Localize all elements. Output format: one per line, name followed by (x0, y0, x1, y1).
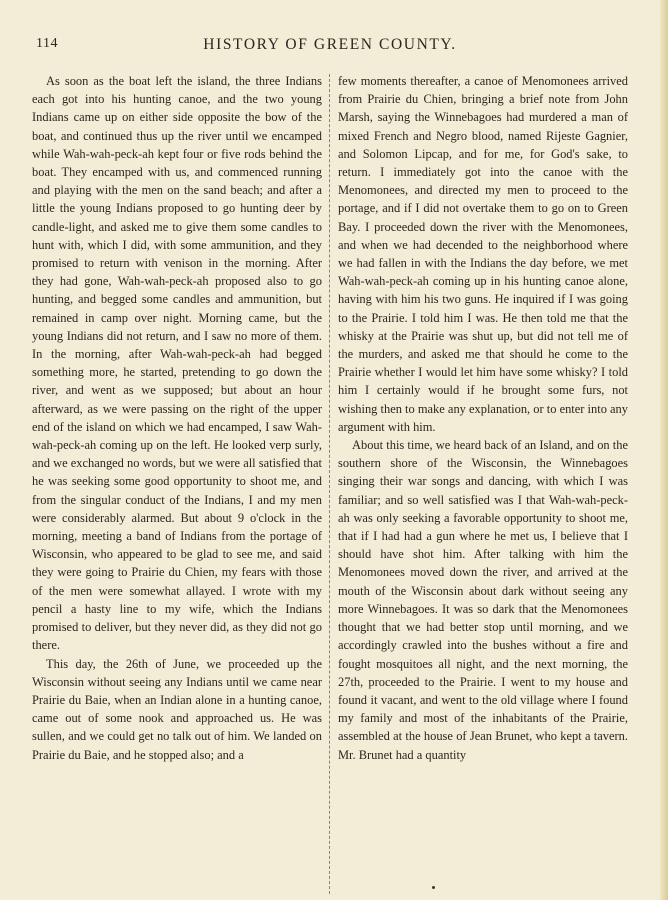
page-number: 114 (36, 36, 58, 51)
page-header (36, 36, 624, 56)
right-column (338, 72, 628, 764)
paragraph: This day, the 26th of June, we proceeded up the Wisconsin without seeing any Indians until we came near Prairie du Baie, when an Indian alone in a hunting canoe, came out of some nook and approached us. He was sullen, and we could get no talk out of him. We landed on Prairie du Baie, and he stopped also; and a (32, 656, 322, 762)
paragraph: As soon as the boat left the island, the three Indians each got into his hunting canoe, and the two young Indians came up on either side opposite the bow of the boat, and continued thus up the river until we encamped while Wah-wah-peck-ah kept four or five rods behind the boat. They encamped with us, and commenced running and playing with the men on the sand beach; and after a little the young Indians proposed to go hunting deer by candle-light, and asked me to give them some candles to hunt with, which I did, with some ammunition, and they promised to return with venison in the morning. After they had gone, Wah-wah-peck-ah proposed also to go hunting, and begged some candles and ammunition, but remained in camp over night. Morning came, but the young Indians did not return, and I saw no more of them. In the morning, after Wah-wah-peck-ah had begged something more, he started, pretending to go down the river, and went as we supposed; but about an hour afterward, as we were passing on the right of the upper end of the island on which we had encamped, I saw Wah-wah-peck-ah coming up on the left. He looked verp surly, and we exchanged no words, but we were all satisfied that he was seeking some good opportunity to shoot me, and from the singular conduct of the Indians, I and my men were considerably alarmed. But about 9 o'clock in the morning, meeting a band of Indians from the portage of Wisconsin, who appeared to be glad to see me, and said they were going to Prairie du Chien, my fears with those of the men were somewhat allayed. I wrote with my pencil a hasty line to my wife, which the Indians promised to deliver, but they never did, as they did not go there. (32, 74, 322, 653)
column-divider (329, 74, 330, 894)
left-column (32, 72, 322, 764)
paragraph: About this time, we heard back of an Island, and on the southern shore of the Wisconsin, the Winnebagoes singing their war songs and dancing, with which I was familiar; and so well satisfied was I that Wah-wah-peck-ah was only seeking a favorable opportunity to shoot me, that if I had had a gun where he met us, I believe that I should have shot him. After talking with him the Menomonees moved down the river, and arrived at the mouth of the Wisconsin about dark without seeing any more Winnebagoes. It was so dark that the Menomonees thought that we had better stop until morning, and we accordingly crawled into the bushes without a fire and fought mosquitoes all night, and the next morning, the 27th, proceeded to the Prairie. I went to my house and found it vacant, and went to the old village where I found my family and most of the inhabitants of the Prairie, assembled at the house of Jean Brunet, who kept a tavern. Mr. Brunet had a quantity (338, 438, 628, 762)
ink-speck (432, 886, 435, 889)
page-edge (660, 0, 668, 900)
running-title: HISTORY OF GREEN COUNTY. (203, 36, 457, 53)
paragraph: few moments thereafter, a canoe of Menomonees arrived from Prairie du Chien, bringing a brief note from John Marsh, saying the Winnebagoes had murdered a man of mixed French and Negro blood, named Rijeste Gagnier, and Solomon Lipcap, and for me, for God's sake, to return. I immediately got into the canoe with the Menomonees, and directed my men to proceed to the portage, and if I did not overtake them to go on to Green Bay. I proceeded down the river with the Menomonees, and when we had decended to the neighborhood where we had fallen in with the Indians the day before, we met Wah-wah-peck-ah coming up in his hunting canoe alone, having with him his two guns. He inquired if I was going to the Prairie. I told him I was. He then told me that the whisky at the Prairie was shut up, but did not tell me of the murders, and asked me that should he come to the Prairie whether I would let him have some whisky? I told him I certainly would if he brought some furs, not wishing then to make any explanation, or to enter into any argument with him. (338, 74, 628, 434)
